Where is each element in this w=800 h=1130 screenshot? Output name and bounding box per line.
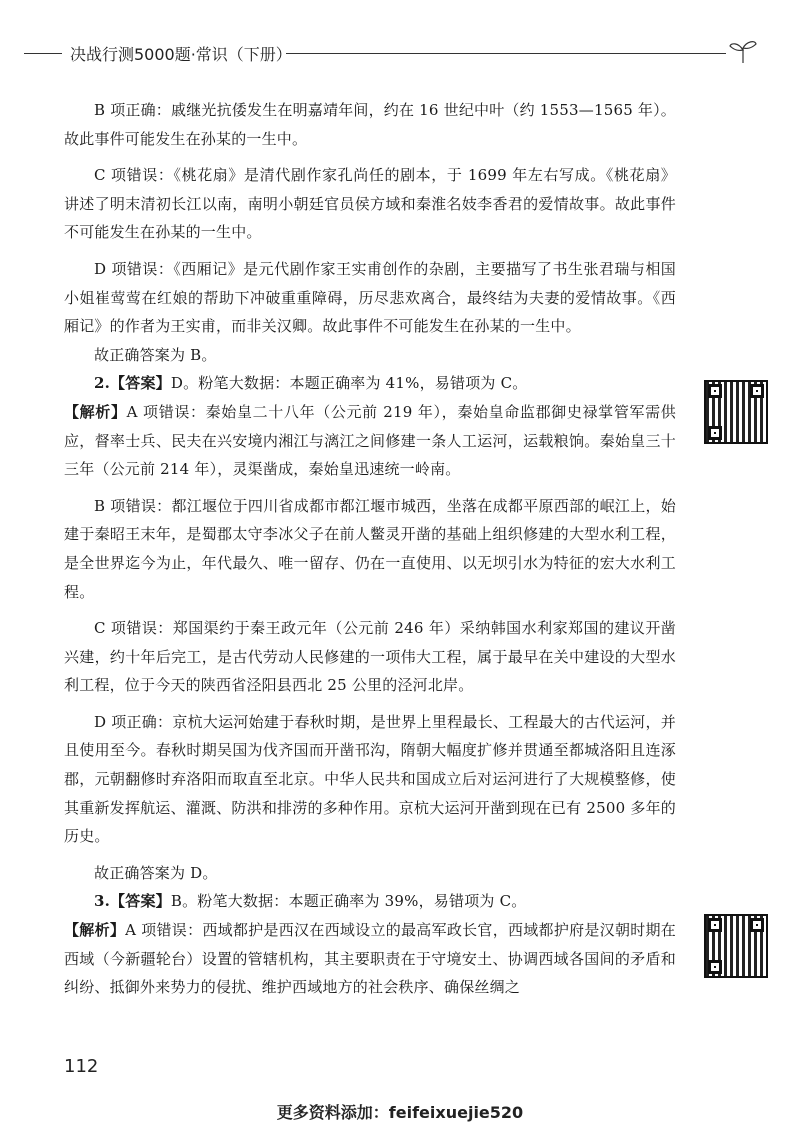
header-rule-right [286,53,726,54]
paragraph-d-wrong [64,255,676,341]
qr-code-question-3[interactable] [704,914,768,978]
paragraph-text: A 项错误：秦始皇二十八年（公元前 219 年），秦始皇命监郡御史禄掌管军需供应，督率士兵、民夫在兴安境内湘江与漓江之间修建一条人工运河，运载粮饷。秦始皇三十三年（公元前 214 年），灵渠凿成，秦始皇迅速统一岭南。 [64,402,676,479]
header-rule-left [24,53,62,54]
paragraph-text: B 项错误：都江堰位于四川省成都市都江堰市城西，坐落在成都平原西部的岷江上，始建于秦昭王末年，是蜀郡太守李冰父子在前人鳖灵开凿的基础上组织修建的大型水利工程，是全世界迄今为止，年代最久、唯一留存、仍在一直使用、以无坝引水为特征的宏大水利工程。 [64,496,676,601]
answer-summary-1 [64,341,676,370]
paragraph-text: C 项错误：《桃花扇》是清代剧作家孔尚任的剧本，于 1699 年左右写成。《桃花扇》讲述了明末清初长江以南，南明小朝廷官员侯方域和秦淮名妓李香君的爱情故事。故此事件不可能发生在孙某的一生中。 [64,166,676,242]
paragraph-text: A 项错误：西域都护是西汉在西域设立的最高军政长官，西域都护府是汉朝时期在西域（今新疆轮台）设置的管辖机构，其主要职责在于守境安土、协调西域各国间的矛盾和纠纷、抵御外来势力的侵扰、维护西域地方的社会秩序、确保丝绸之 [64,921,676,997]
paragraph-text: D 项错误：《西厢记》是元代剧作家王实甫创作的杂剧，主要描写了书生张君瑞与相国小姐崔莺莺在红娘的帮助下冲破重重障碍，历尽悲欢离合，最终结为夫妻的爱情故事。《西厢记》的作者为王实甫，而非关汉卿。故此事件不可能发生在孙某的一生中。 [64,259,676,336]
analysis-label: 【解析】 [64,921,126,940]
paragraph-text: D 项正确：京杭大运河始建于春秋时期，是世界上里程最长、工程最大的古代运河，并且使用至今。春秋时期吴国为伐齐国而开凿邗沟，隋朝大幅度扩修并贯通至都城洛阳且连涿郡，元朝翻修时弃洛阳而取直至北京。中华人民共和国成立后对运河进行了大规模整修，使其重新发挥航运、灌溉、防洪和排涝的多种作用。京杭大运河开凿到现在已有 2500 多年的历史。 [64,712,676,846]
question-3-answer [64,887,676,916]
paragraph-text: 故正确答案为 B。 [94,345,217,364]
paragraph-text: B 项正确：戚继光抗倭发生在明嘉靖年间，约在 16 世纪中叶（约 1553—1565 年）。故此事件可能发生在孙某的一生中。 [64,101,677,148]
page-number: 112 [64,1056,99,1077]
sprout-icon [728,38,758,64]
paragraph-text: C 项错误：郑国渠约于秦王政元年（公元前 246 年）采纳韩国水利家郑国的建议开凿兴建，约十年后完工，是古代劳动人民修建的一项伟大工程，属于最早在关中建设的大型水利工程，位于今天的陕西省泾阳县西北 25 公里的泾河北岸。 [64,619,676,695]
paragraph-c-wrong [64,161,676,247]
paragraph-b-correct [64,96,676,153]
running-header [0,38,800,68]
question-2-analysis-a [64,398,676,484]
question-2-analysis-d [64,708,676,851]
answer-label: 2.【答案】 [94,374,171,393]
paragraph-text: D。粉笔大数据：本题正确率为 41%，易错项为 C。 [170,374,528,393]
paragraph-text: 故正确答案为 D。 [94,863,218,882]
answer-summary-2 [64,859,676,888]
analysis-label: 【解析】 [64,402,127,421]
footer-note: 更多资料添加：feifeixuejie520 [276,1103,524,1122]
question-3-analysis-a [64,916,676,1002]
question-2-answer [64,369,676,398]
qr-code-question-2[interactable] [704,380,768,444]
book-title: 决战行测5000题·常识（下册） [70,45,292,64]
question-2-analysis-b [64,492,676,606]
answer-explanations [64,96,676,1010]
paragraph-text: B。粉笔大数据：本题正确率为 39%，易错项为 C。 [170,892,527,911]
question-2-analysis-c [64,614,676,700]
answer-label: 3.【答案】 [94,892,171,911]
